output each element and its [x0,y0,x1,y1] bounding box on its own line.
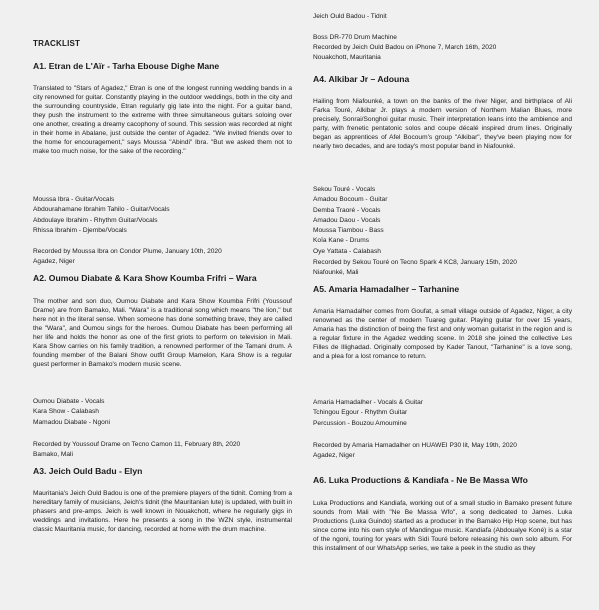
track-description: Luka Productions and Kandiafa, working out of a small studio in Bamako present future sounds from Mali with "Ne Be Massa Wfo", a song dedicated to James. Luka Productions (Luka Guindo) started as a producer in the Bamako Hip Hop scene, but has since come into his own style of Mandingue music. Kandiafa (Abdoualye Koné) is a star of the ngoni, touring for years with Sidi Touré before releasing his own solo album. For this installment of our WhatsApp series, we take a peek in the studio as they [313,500,572,553]
track-recording-info: Recorded by Moussa Ibra on Condor Plume, January 10th, 2020 Agadez, Niger [33,248,222,266]
track-description: The mother and son duo, Oumou Diabate and Kara Show Koumba Frifri (Youssouf Drame) are from Bamako, Mali. "Wara" is a traditional song which means "the lion," but here not in the literal sense. When someone has done something brave, they are called the "Wara", and Oumou sings for the heroes. Oumou Diabate has been performing all her life and holds the honor as one of the first griots to perform on television in Mali. Kara Show carries on his family tradition, a renowned performer of the Tamani drum. A founding member of the Balani Show outfit Group Mamelon, Kara Show is a regular guest performer in Bamako's modern music scene. [33,298,292,369]
track-recording-info: Recorded by Sekou Touré on Tecno Spark 4 KC8, January 15th, 2020 Niafounké, Mali [313,259,517,277]
track-credits: Jeich Ould Badou - Tidnit Boss DR-770 Drum Machine [313,13,397,41]
track-a2 [33,273,292,284]
track-description: Translated to "Stars of Agadez," Etran is one of the longest running wedding bands in a city renowned for guitar. Constantly playing in the outdoor weddings, both in the city and the surrounding countryside, Etran regularly gig late into the night. For a guitar band, they push the instrument to the extreme with three simultaneous guitars soloing over one another, creating a dreamy cacophony of sound. This session was recorded at night in their home in Abalane, just outside the center of Agadez. "We invited friends over to the home for encouragement," says Moussa "Abindi" Ibra. "But we asked them not to make too much noise, for the sake of the recording." [33,85,292,156]
track-title: A1. Etran de L'Aïr - Tarha Ebouse Dighe Mane [33,61,220,71]
track-description: Hailing from Niafounké, a town on the banks of the river Niger, and birthplace of Ali Farka Touré, Alkibar Jr. plays a modern version of Northern Malian Blues, more precisely, Sonrai/Songhoi guitar music. Their interpretation leans into the ambience and party, with frenetic pentatonic solos and coupe décalé inspired drum lines. Originally began as apprentices of Afel Bocoum's group "Alkibar", they've been playing now for nearly two decades, and are today's most popular band in Niafounké. [313,98,572,151]
track-a3 [33,466,292,477]
track-description: Amaria Hamadalher comes from Goufat, a small village outside of Agadez, Niger, a city renowned as the center of modern Tuareg guitar. Playing guitar for over 15 years, Amaria has the distinction of being the first and only woman guitarist in the region and is a regular fixture in the Agadez wedding scene. In 2018 she joined the collective Les Filles de Illighadad. Originally composed by Kader Tanout, "Tarhanine" is a love song, and a plea for a lost romance to return. [313,308,572,361]
track-a6 [313,475,572,486]
track-recording-info: Recorded by Amaria Hamadalher on HUAWEI P30 lit, May 19th, 2020 Agadez, Niger [313,442,517,460]
track-credits: Moussa Ibra - Guitar/Vocals Abdourahamane Ibrahim Tahilo - Guitar/Vocals Abdoulaye Ibrahim - Rhythm Guitar/Vocals Rhissa Ibrahim - Djembe/Vocals [33,196,170,234]
track-title: A3. Jeich Ould Badu - Elyn [33,466,143,476]
track-a5 [313,284,572,295]
track-title: A2. Oumou Diabate & Kara Show Koumba Frifri – Wara [33,273,257,283]
track-credits: Sekou Touré - Vocals Amadou Bocoum - Guitar Demba Traoré - Vocals Amadou Daou - Vocals Moussa Tiambou - Bass Koïa Kane - Drums Oye Yattata - Calabash [313,186,388,255]
track-a4 [313,74,572,85]
track-credits: Amaria Hamadalher - Vocals & Guitar Tchingou Egour - Rhythm Guitar Percussion - Bouzou Amoumine [313,399,423,427]
track-a1 [33,61,292,72]
track-recording-info: Recorded by Jeich Ould Badou on iPhone 7, March 16th, 2020 Nouakchott, Mauritania [313,44,497,62]
track-credits: Oumou Diabate - Vocals Kara Show - Calabash Mamadou Diabate - Ngoni [33,398,110,426]
track-recording-info: Recorded by Youssouf Drame on Tecno Camon 11, February 8th, 2020 Bamako, Mali [33,441,241,459]
track-title: A6. Luka Productions & Kandiafa - Ne Be Massa Wfo [313,475,528,485]
track-title: A5. Amaria Hamadalher – Tarhanine [313,284,460,294]
track-title: A4. Alkibar Jr – Adouna [313,74,410,84]
tracklist-heading: TRACKLIST [33,39,81,48]
track-description: Mauritania's Jeich Ould Badou is one of the premiere players of the tidnit. Coming from a hereditary family of musicians, Jeich's tidnit (the Mauritanian lute) is updated, with built in phasers and pre-amps. Jeich is well known in Nouakchott, where he regularly gigs in weddings and invitations. Here he presents a song in the WZN style, instrumental classic Mauritania music, for dancing, recorded at home with the drum machine. [33,490,292,534]
